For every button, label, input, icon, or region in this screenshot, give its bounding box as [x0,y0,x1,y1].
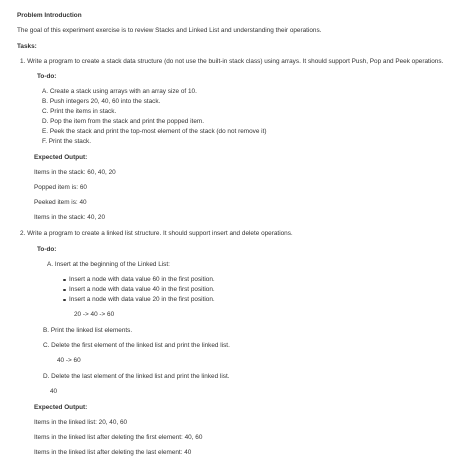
task-1-todo-item: A. Create a stack using arrays with an array size of 10. [42,88,197,95]
task-2-bullet-item: Insert a node with data value 20 in the first position. [69,296,215,303]
task-1-todo-item: E. Peek the stack and print the top-most element of the stack (do not remove it) [42,128,267,135]
task-2-step-d: D. Delete the last element of the linked list and print the linked list. [43,373,230,380]
task-1-expected-line: Popped item is: 60 [34,184,87,191]
task-1-todo-item: D. Pop the item from the stack and print the popped item. [42,118,204,125]
task-1-expected-line: Items in the stack: 40, 20 [34,214,106,221]
task-2-chain-d: 40 [50,388,58,395]
task-1-todo-item: F. Print the stack. [42,138,92,145]
task-1-todo-label: To-do: [37,73,57,80]
task-2-bullet-item: Insert a node with data value 40 in the first position. [69,286,215,293]
task-2-expected-line: Items in the linked list after deleting the first element: 40, 60 [34,434,203,441]
task-2-chain-a: 20 -> 40 -> 60 [74,311,115,318]
task-2-step-a: A. Insert at the beginning of the Linked List: [47,261,170,268]
task-2-todo-label: To-do: [37,246,57,253]
task-2-step-b: B. Print the linked list elements. [43,327,133,334]
task-2-expected-label: Expected Output: [34,404,88,411]
task-2-chain-c: 40 -> 60 [57,357,81,364]
task-1-description: 1. Write a program to create a stack data structure (do not use the built-in stack class) using arrays. It should support Push, Pop and Peek operations. [20,58,444,65]
task-2-description: 2. Write a program to create a linked list structure. It should support insert and delete operations. [20,230,293,237]
task-2-expected-line: Items in the linked list after deleting the last element: 40 [34,449,192,456]
task-2-step-c: C. Delete the first element of the linked list and print the linked list. [43,342,230,349]
intro-paragraph: The goal of this experiment exercise is to review Stacks and Linked List and understanding their operations. [17,27,322,34]
task-1-todo-item: C. Print the items in stack. [42,108,117,115]
task-2-expected-line: Items in the linked list: 20, 40, 60 [34,419,128,426]
task-1-todo-item: B. Push integers 20, 40, 60 into the stack. [42,98,161,105]
tasks-label: Tasks: [17,43,37,50]
task-2-bullet-item: Insert a node with data value 60 in the first position. [69,276,215,283]
task-1-expected-label: Expected Output: [34,154,88,161]
page-heading: Problem Introduction [17,12,82,19]
task-1-expected-line: Peeked item is: 40 [34,199,87,206]
task-1-expected-line: Items in the stack: 60, 40, 20 [34,169,116,176]
